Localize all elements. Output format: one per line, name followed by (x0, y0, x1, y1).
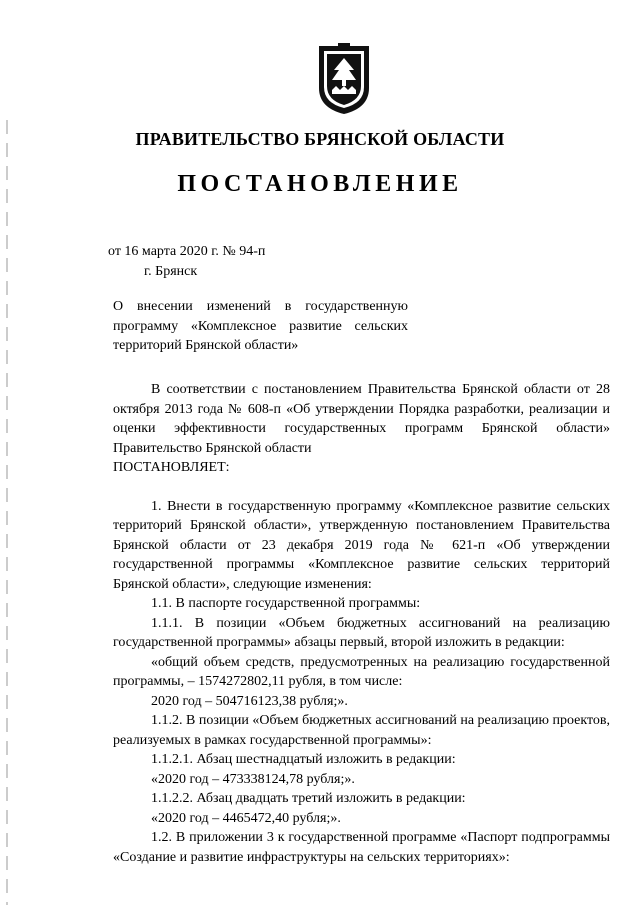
document-city: г. Брянск (144, 264, 198, 279)
clause-1-1-2-1-text: «2020 год – 473338124,78 рубля;». (151, 771, 355, 787)
clause-1-1-2-2-text: «2020 год – 4465472,40 рубля;». (151, 810, 341, 826)
clause-1-2: 1.2. В приложении 3 к государственной программе «Паспорт подпрограммы «Создание и развитие инфраструктуры на сельских территориях»: (113, 830, 610, 865)
coat-of-arms-icon (317, 42, 371, 116)
document-type-title: ПОСТАНОВЛЕНИЕ (177, 171, 463, 197)
clause-1-1-1-text-b: 2020 год – 504716123,38 рубля;». (151, 693, 348, 709)
document-subject: О внесении изменений в государственную программу «Комплексное развитие сельских территорий Брянской области» (113, 299, 408, 353)
preamble-paragraph: В соответствии с постановлением Правительства Брянской области от 28 октября 2013 года № 608-п «Об утверждении Порядка разработки, реализации и оценки эффективности государственных программ Брянской области» Правительство Брянской области (113, 382, 610, 456)
clause-1-1: 1.1. В паспорте государственной программы: (151, 596, 421, 611)
organization-title: ПРАВИТЕЛЬСТВО БРЯНСКОЙ ОБЛАСТИ (135, 129, 505, 149)
document-body (113, 380, 610, 867)
document-date-number: от 16 марта 2020 г. № 94-п (108, 244, 266, 259)
clause-1-1-2-1: 1.1.2.1. Абзац шестнадцатый изложить в редакции: (151, 752, 456, 767)
clause-1-1-2: 1.1.2. В позиции «Объем бюджетных ассигнований на реализацию проектов, реализуемых в рамках государственной программы»: (113, 713, 610, 748)
clause-1-1-2-2: 1.1.2.2. Абзац двадцать третий изложить в редакции: (151, 791, 466, 806)
clause-1: 1. Внести в государственную программу «Комплексное развитие сельских территорий Брянской области», утвержденную постановлением Правительства Брянской области от 23 декабря 2019 года № 621-п «Об утверждении государственной программы «Комплексное развитие сельских территорий Брянской области», следующие изменения: (113, 498, 610, 592)
clause-1-1-1: 1.1.1. В позиции «Объем бюджетных ассигнований на реализацию государственной программы» абзацы первый, второй изложить в редакции: (113, 615, 610, 650)
clause-1-1-1-text-a: «общий объем средств, предусмотренных на реализацию государственной программы, – 1574272802,11 рубля, в том числе: (113, 654, 610, 689)
decree-word: ПОСТАНОВЛЯЕТ: (113, 460, 230, 475)
